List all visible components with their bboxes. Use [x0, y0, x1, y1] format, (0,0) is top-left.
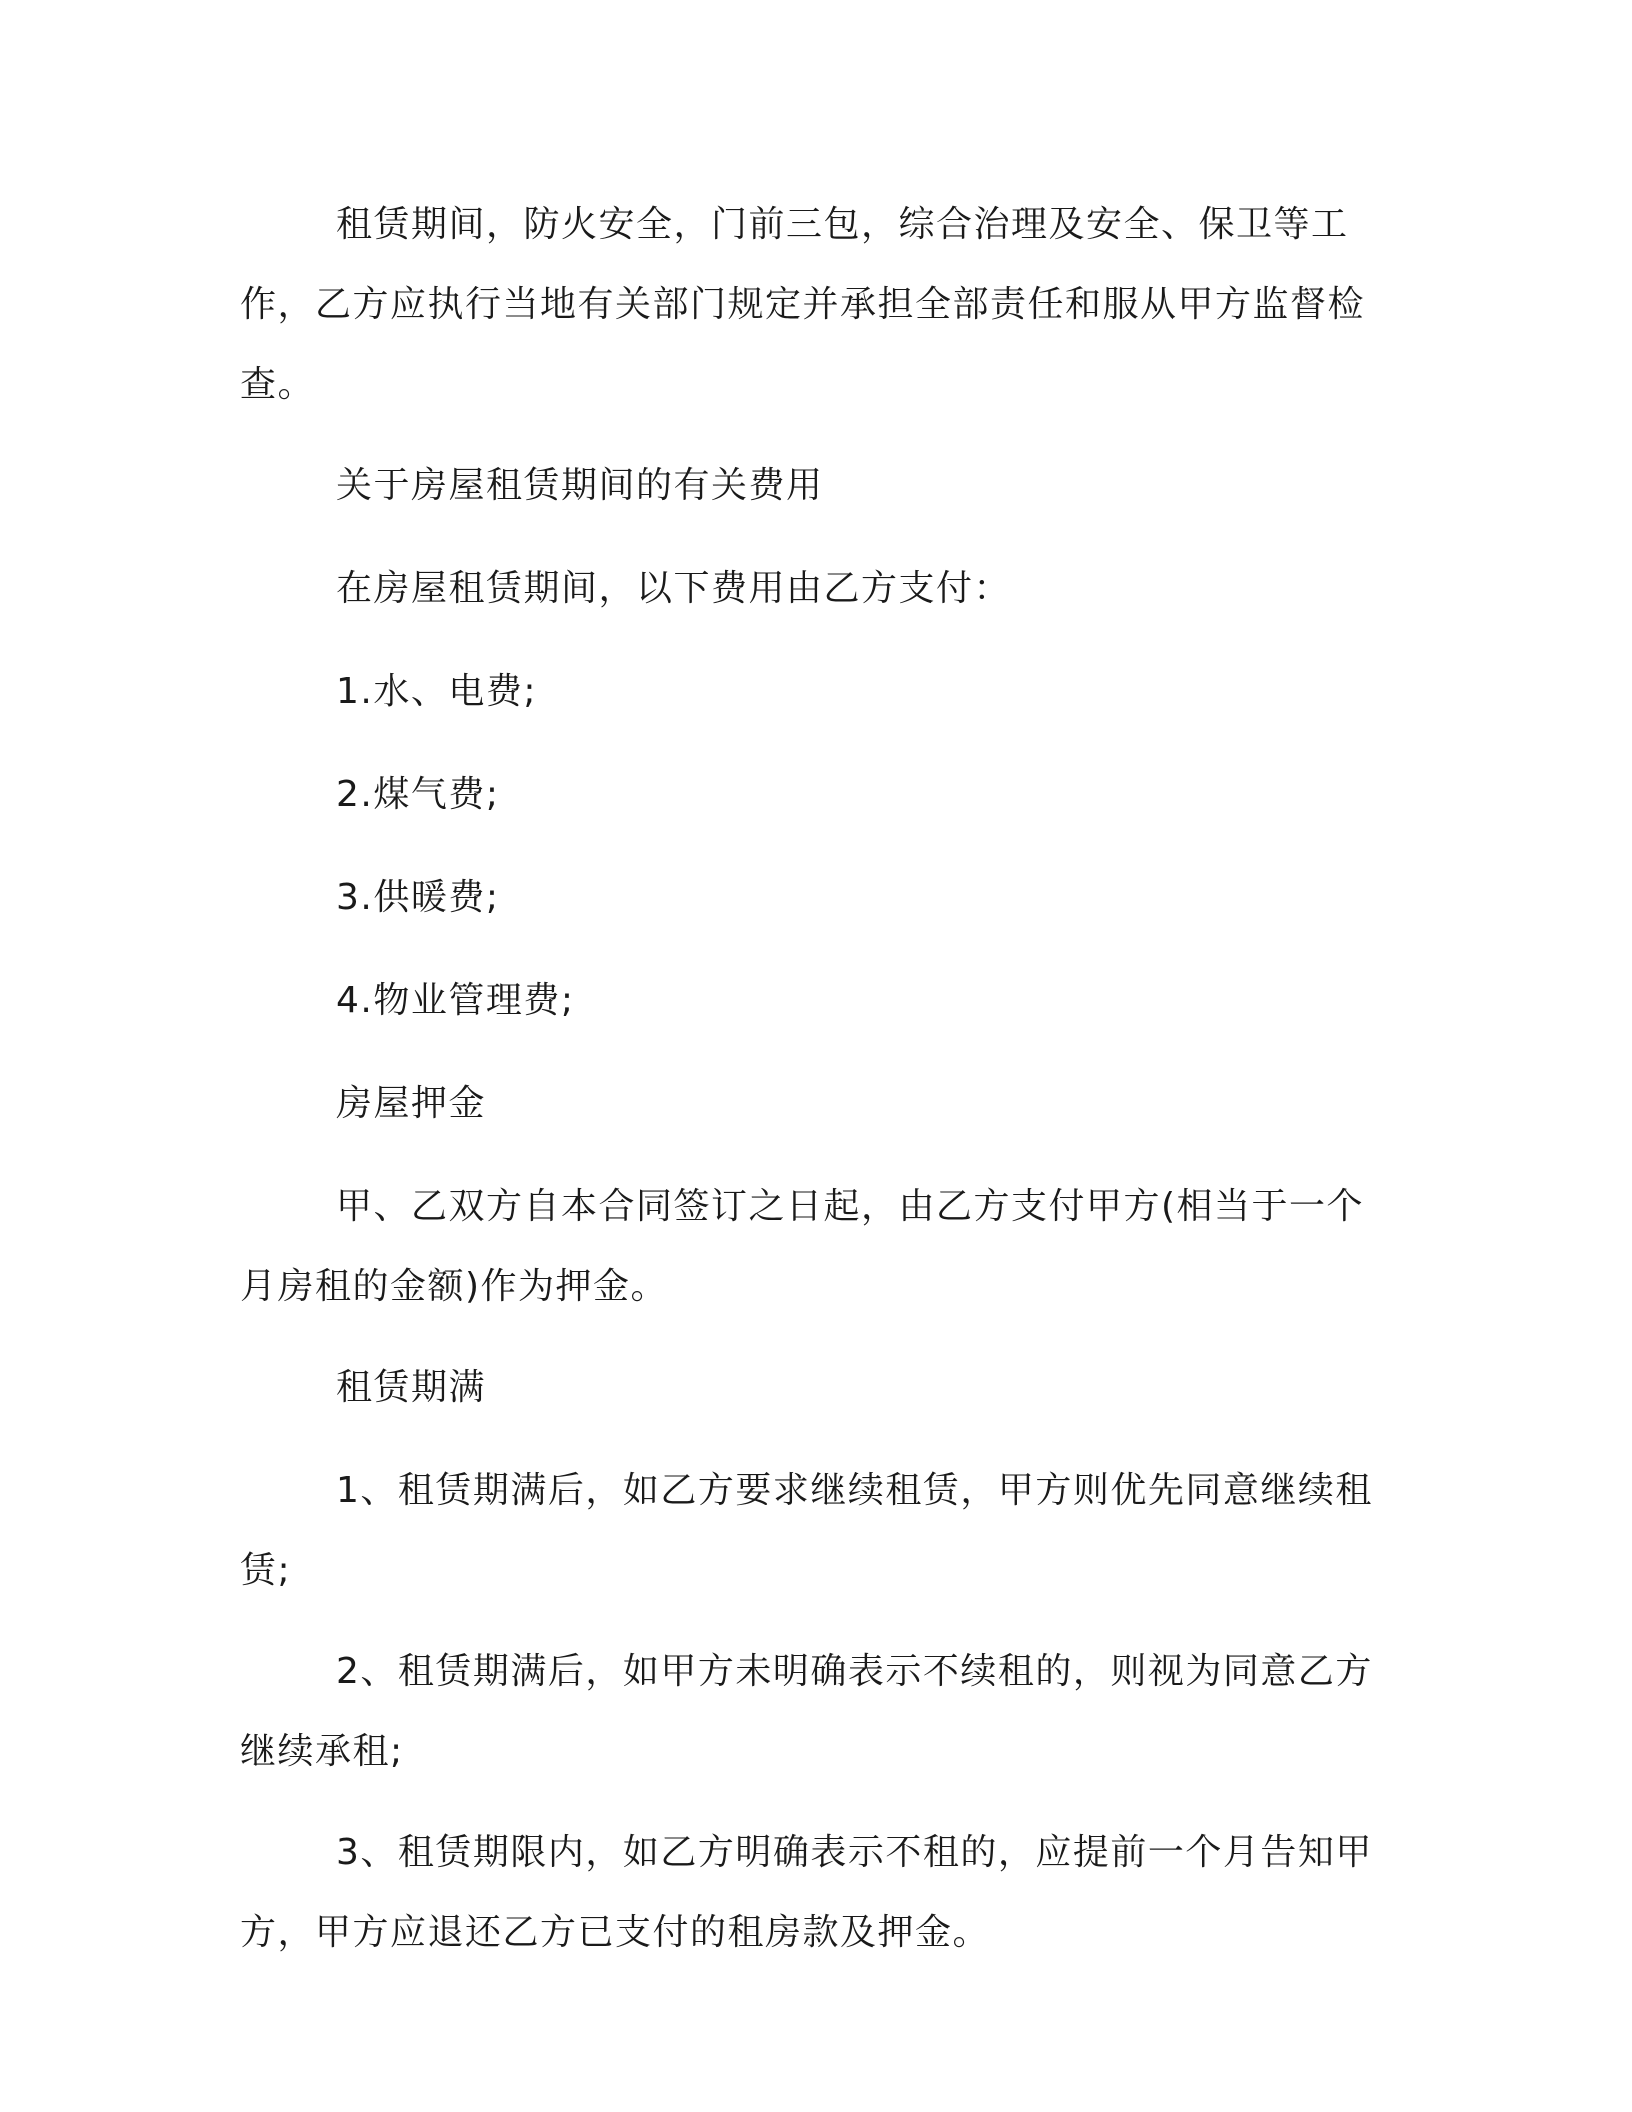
paragraph-expiry-clause-1: 1、租赁期满后，如乙方要求继续租赁，甲方则优先同意继续租赁; — [240, 1470, 1373, 1591]
heading-deposit: 房屋押金 — [336, 1083, 487, 1124]
paragraph-fees-intro: 在房屋租赁期间，以下费用由乙方支付： — [336, 568, 1012, 609]
list-item-water-electricity: 1.水、电费; — [336, 671, 537, 712]
list-item-property-management: 4.物业管理费; — [336, 980, 575, 1021]
heading-lease-expiry: 租赁期满 — [336, 1367, 487, 1408]
paragraph-deposit: 甲、乙双方自本合同签订之日起，由乙方支付甲方(相当于一个月房租的金额)作为押金。 — [240, 1186, 1365, 1307]
paragraph-expiry-clause-2: 2、租赁期满后，如甲方未明确表示不续租的，则视为同意乙方继续承租; — [240, 1651, 1373, 1772]
paragraph-safety-responsibility: 租赁期间，防火安全，门前三包，综合治理及安全、保卫等工作，乙方应执行当地有关部门规定并承担全部责任和服从甲方监督检查。 — [240, 204, 1366, 405]
list-item-gas: 2.煤气费; — [336, 774, 500, 815]
heading-rental-fees: 关于房屋租赁期间的有关费用 — [336, 465, 824, 506]
paragraph-expiry-clause-3: 3、租赁期限内，如乙方明确表示不租的，应提前一个月告知甲方，甲方应退还乙方已支付的租房款及押金。 — [240, 1832, 1373, 1953]
list-item-heating: 3.供暖费; — [336, 877, 500, 918]
document-body — [240, 185, 1388, 1994]
